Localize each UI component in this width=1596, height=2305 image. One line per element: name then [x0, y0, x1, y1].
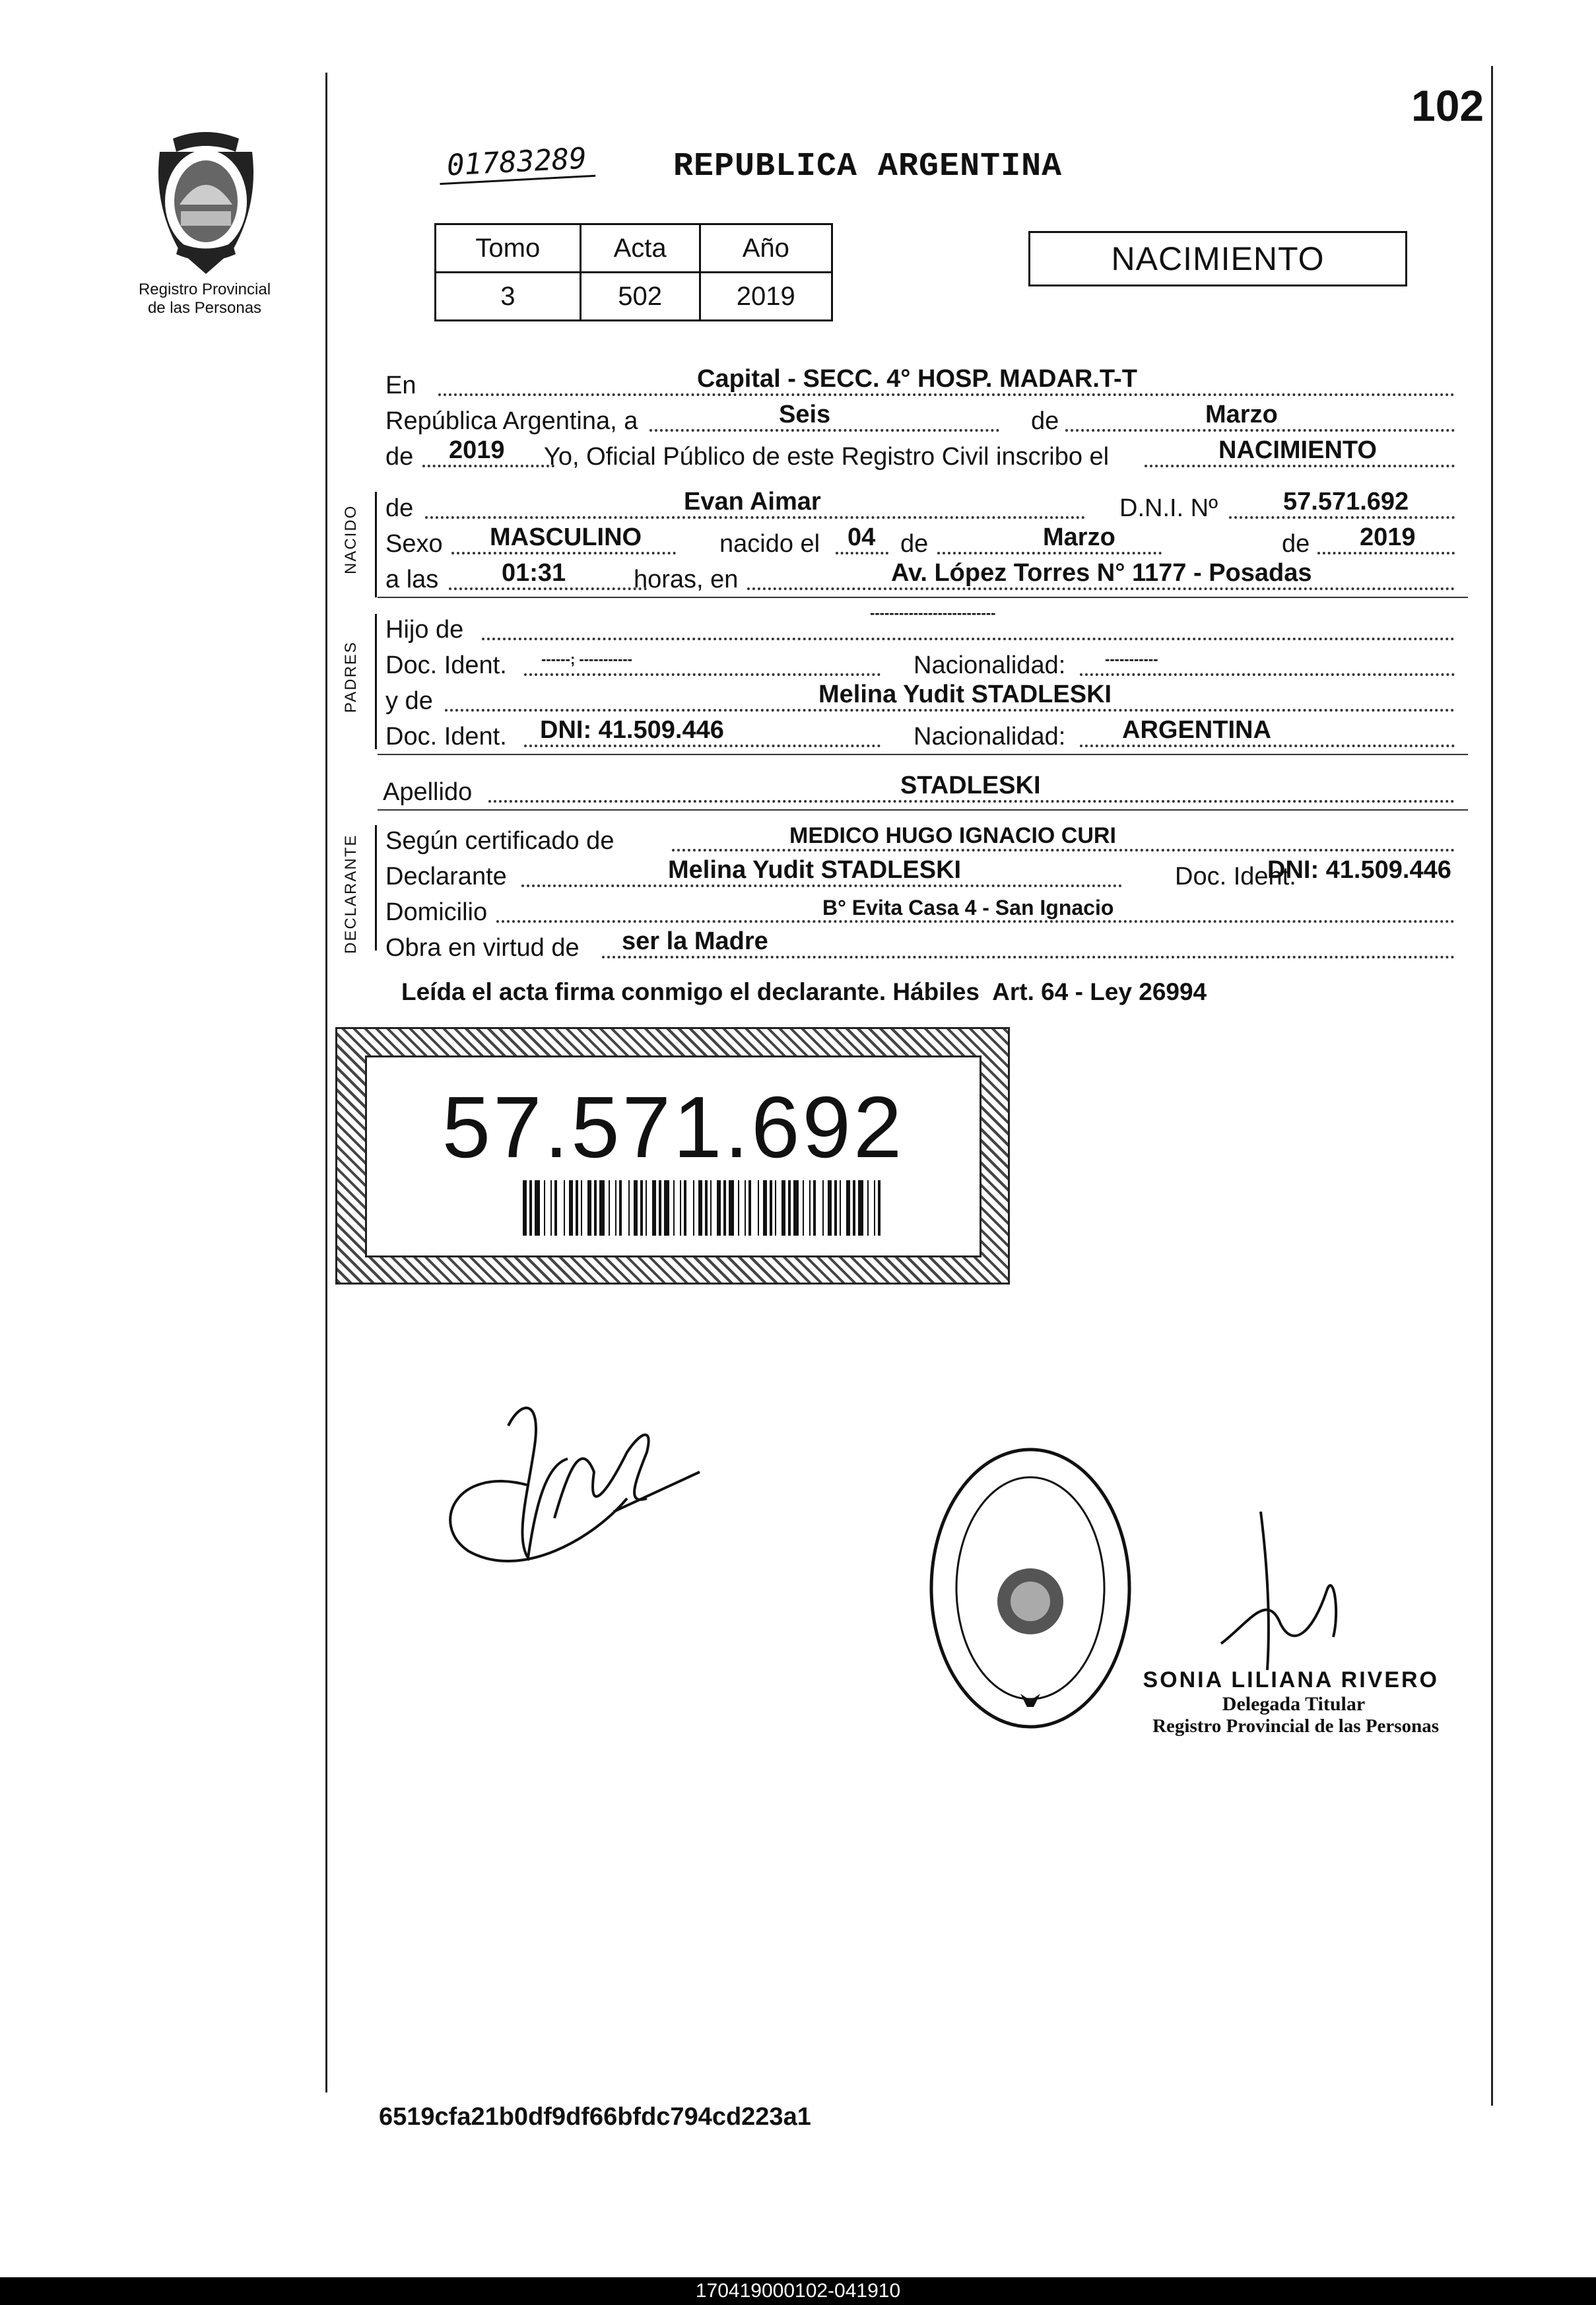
field-republica-label: República Argentina, a — [385, 407, 638, 435]
field-y-de-dots — [445, 709, 1455, 712]
value-tomo: 3 — [436, 273, 581, 321]
field-sexo-dots2 — [836, 552, 888, 554]
field-doc2-value: DNI: 41.509.446 — [540, 716, 724, 744]
barcode-bar — [748, 1180, 751, 1236]
declarante-section-bar — [375, 825, 377, 951]
official-seal — [921, 1436, 1139, 1740]
field-hora-label2: horas, en — [634, 566, 739, 593]
barcode-bar — [693, 1180, 694, 1236]
value-anio: 2019 — [700, 273, 832, 321]
field-nombre-label2: D.N.I. Nº — [1119, 494, 1218, 522]
field-doc1 — [385, 644, 1468, 681]
field-hora-dots2 — [747, 587, 1455, 590]
field-y-de-value: Melina Yudit STADLESKI — [818, 681, 1112, 708]
field-sexo-dots3 — [937, 552, 1162, 554]
barcode-bar — [834, 1180, 837, 1236]
field-certificado-label: Según certificado de — [385, 827, 615, 855]
field-doc1-label: Doc. Ident. — [385, 651, 507, 679]
field-domicilio-value: B° Evita Casa 4 - San Ignacio — [822, 896, 1114, 919]
field-sexo-dots1 — [451, 552, 676, 554]
field-obra-dots — [602, 956, 1455, 958]
field-nombre-label: de — [385, 494, 414, 522]
barcode-bar — [615, 1180, 616, 1236]
field-nombre-dni: 57.571.692 — [1283, 488, 1409, 516]
barcode-bar — [673, 1180, 675, 1236]
barcode-bar — [874, 1180, 875, 1236]
barcode-bar — [659, 1180, 661, 1236]
field-doc2-dots2 — [1080, 745, 1455, 747]
field-hijo-de-dots — [482, 638, 1455, 640]
field-doc1-dots1 — [524, 673, 881, 676]
footer-bar — [0, 2277, 1596, 2305]
closing-text: Leída el acta firma conmigo el declarante. Hábiles Art. 64 - Ley 26994 — [401, 978, 1207, 1005]
value-acta: 502 — [580, 273, 700, 321]
field-nombre-value: Evan Aimar — [684, 488, 821, 516]
sticker-inner — [365, 1055, 981, 1257]
barcode-bar — [587, 1180, 591, 1236]
barcode-bar — [846, 1180, 850, 1236]
field-doc1-nationality: ----------- — [1105, 651, 1158, 667]
barcode-bar — [828, 1180, 832, 1236]
record-table-values — [436, 273, 832, 321]
number-sticker — [335, 1027, 1010, 1285]
barcode-bar — [803, 1180, 804, 1236]
barcode-bar — [745, 1180, 746, 1236]
field-doc1-dots2 — [1080, 673, 1455, 676]
barcode-bar — [775, 1180, 776, 1236]
field-sexo-label2: nacido el — [719, 530, 820, 558]
field-obra-value: ser la Madre — [622, 927, 768, 955]
barcode-bar — [599, 1180, 605, 1236]
field-sexo-day: 04 — [848, 523, 876, 551]
field-de-year-label2: Yo, Oficial Público de este Registro Civil inscribo el — [544, 443, 1110, 471]
barcode-bar — [640, 1180, 643, 1236]
field-doc2 — [385, 716, 1468, 752]
footer-code: 170419000102-041910 — [695, 2280, 901, 2302]
barcode-bar — [793, 1180, 799, 1236]
barcode-bar — [594, 1180, 597, 1236]
record-table — [434, 223, 833, 321]
field-hijo-de-label: Hijo de — [385, 616, 464, 644]
barcode-bar — [781, 1180, 785, 1236]
barcode-bar — [550, 1180, 552, 1236]
field-sexo-month: Marzo — [1043, 523, 1115, 551]
field-doc2-dots1 — [524, 745, 881, 747]
logo-caption — [119, 281, 290, 317]
barcode-bar — [535, 1180, 540, 1236]
field-declarante-dni: DNI: 41.509.446 — [1267, 856, 1451, 884]
logo-caption-line2: de las Personas — [147, 299, 262, 317]
barcode-bar — [717, 1180, 721, 1236]
field-nombre-dots1 — [425, 516, 1085, 519]
barcode-bar — [770, 1180, 772, 1236]
field-declarante-label: Declarante — [385, 863, 507, 890]
field-de-year-dots2 — [1145, 465, 1455, 467]
field-hora — [385, 558, 1468, 595]
page-number: 102 — [1411, 81, 1484, 130]
barcode-bar — [684, 1180, 686, 1236]
serial-number-text: 01783289 — [446, 141, 588, 183]
sticker-barcode — [523, 1180, 892, 1236]
field-republica-month: Marzo — [1205, 401, 1278, 428]
header-acta: Acta — [580, 224, 700, 273]
barcode-bar — [723, 1180, 726, 1236]
document-hash: 6519cfa21b0df9df66bfdc794cd223a1 — [379, 2103, 811, 2131]
official-office: Registro Provincial de las Personas — [1152, 1716, 1439, 1737]
apellido-divider — [378, 809, 1468, 811]
side-label-declarante: DECLARANTE — [342, 834, 360, 954]
barcode-bar — [858, 1180, 863, 1236]
field-nombre-dots2 — [1229, 516, 1455, 519]
field-en-label: En — [385, 372, 416, 399]
field-declarante-value: Melina Yudit STADLESKI — [668, 856, 962, 884]
record-table-header — [436, 224, 832, 273]
barcode-bar — [729, 1180, 734, 1236]
header-tomo: Tomo — [436, 224, 581, 273]
field-sexo-dots4 — [1317, 552, 1455, 554]
barcode-bar — [738, 1180, 739, 1236]
left-margin-line — [325, 73, 327, 2092]
field-y-de — [385, 680, 1468, 717]
barcode-bar — [813, 1180, 816, 1236]
barcode-bar — [705, 1180, 708, 1236]
field-apellido-label: Apellido — [383, 778, 473, 806]
barcode-bar — [581, 1180, 582, 1236]
field-doc2-label: Doc. Ident. — [385, 723, 507, 751]
barcode-bar — [853, 1180, 855, 1236]
field-doc2-nationality: ARGENTINA — [1122, 716, 1271, 744]
barcode-bar — [576, 1180, 578, 1236]
field-sexo — [385, 523, 1468, 560]
field-doc1-label2: Nacionalidad: — [914, 651, 1066, 679]
serial-number — [438, 141, 595, 185]
field-republica-day: Seis — [779, 401, 831, 428]
barcode-bar — [634, 1180, 638, 1236]
barcode-bar — [529, 1180, 532, 1236]
field-de-year-value: 2019 — [449, 436, 505, 464]
field-hora-value: 01:31 — [502, 559, 566, 587]
field-hora-place: Av. López Torres N° 1177 - Posadas — [891, 559, 1312, 587]
field-declarante-dots1 — [521, 885, 1122, 887]
side-label-padres: PADRES — [342, 641, 360, 713]
field-domicilio — [385, 891, 1468, 928]
field-certificado-value: MEDICO HUGO IGNACIO CURI — [789, 823, 1116, 848]
field-de-year-dots1 — [422, 465, 554, 467]
field-doc2-label2: Nacionalidad: — [914, 723, 1066, 751]
field-republica — [385, 400, 1468, 437]
header-anio: Año — [700, 224, 832, 273]
field-sexo-label3: de — [900, 530, 929, 558]
barcode-bar — [822, 1180, 824, 1236]
record-type-box: NACIMIENTO — [1028, 231, 1407, 286]
barcode-bar — [523, 1180, 527, 1236]
field-doc1-value: ------; ----------- — [541, 651, 632, 667]
field-hijo-de — [385, 605, 1468, 646]
field-apellido-value: STADLESKI — [900, 772, 1041, 799]
right-margin-line — [1491, 66, 1493, 2106]
registry-logo — [140, 125, 272, 277]
barcode-bar — [840, 1180, 841, 1236]
barcode-bar — [809, 1180, 811, 1236]
field-republica-dots2 — [1065, 429, 1455, 432]
field-certificado-dots — [672, 849, 1455, 852]
barcode-bar — [664, 1180, 669, 1236]
barcode-bar — [763, 1180, 767, 1236]
field-republica-dots1 — [649, 429, 999, 432]
padres-divider — [378, 754, 1468, 755]
field-apellido-dots — [488, 800, 1455, 803]
field-declarante-label2: Doc. Ident. — [1175, 863, 1296, 890]
side-label-nacido: NACIDO — [342, 504, 360, 574]
field-en — [385, 364, 1468, 401]
barcode-bar — [878, 1180, 881, 1236]
field-hora-dots1 — [449, 587, 647, 590]
official-signature — [1208, 1512, 1353, 1683]
barcode-bar — [680, 1180, 681, 1236]
declarant-signature — [429, 1386, 719, 1584]
field-sexo-label: Sexo — [385, 530, 443, 558]
field-declarante — [385, 855, 1468, 892]
barcode-bar — [609, 1180, 610, 1236]
official-name: SONIA LILIANA RIVERO — [1143, 1667, 1439, 1692]
padres-section-bar — [375, 614, 377, 749]
nacido-divider — [378, 597, 1468, 598]
nacido-section-bar — [375, 492, 377, 597]
barcode-bar — [544, 1180, 545, 1236]
barcode-bar — [554, 1180, 557, 1236]
barcode-bar — [646, 1180, 647, 1236]
field-republica-label2: de — [1031, 407, 1059, 435]
official-block — [1109, 1667, 1439, 1737]
barcode-bar — [698, 1180, 702, 1236]
barcode-bar — [652, 1180, 656, 1236]
field-hora-label: a las — [385, 566, 439, 593]
field-certificado — [385, 820, 1468, 857]
logo-caption-line1: Registro Provincial — [138, 281, 271, 298]
field-apellido — [383, 771, 1465, 808]
field-nombre — [385, 487, 1468, 524]
field-de-year-type: NACIMIENTO — [1218, 436, 1377, 464]
barcode-bar — [628, 1180, 630, 1236]
field-sexo-year: 2019 — [1360, 523, 1416, 551]
barcode-bar — [569, 1180, 573, 1236]
field-sexo-value: MASCULINO — [490, 523, 642, 551]
barcode-bar — [788, 1180, 791, 1236]
barcode-bar — [619, 1180, 622, 1236]
field-obra-label: Obra en virtud de — [385, 934, 580, 962]
field-y-de-label: y de — [385, 687, 433, 715]
field-sexo-label4: de — [1282, 530, 1310, 558]
field-hijo-de-value: -------------------------- — [870, 605, 996, 621]
barcode-bar — [564, 1180, 565, 1236]
field-en-dots — [438, 393, 1455, 396]
field-obra — [385, 927, 1468, 964]
barcode-bar — [867, 1180, 869, 1236]
field-de-year-label: de — [385, 443, 414, 471]
barcode-bar — [758, 1180, 759, 1236]
field-en-value: Capital - SECC. 4° HOSP. MADAR.T-T — [697, 365, 1137, 393]
sticker-number: 57.571.692 — [442, 1079, 905, 1176]
barcode-bar — [710, 1180, 712, 1236]
field-domicilio-dots — [496, 920, 1455, 923]
field-domicilio-label: Domicilio — [385, 898, 488, 926]
country-title: REPUBLICA ARGENTINA — [673, 148, 1063, 185]
official-role: Delegada Titular — [1222, 1693, 1366, 1715]
field-de-year — [385, 436, 1468, 473]
